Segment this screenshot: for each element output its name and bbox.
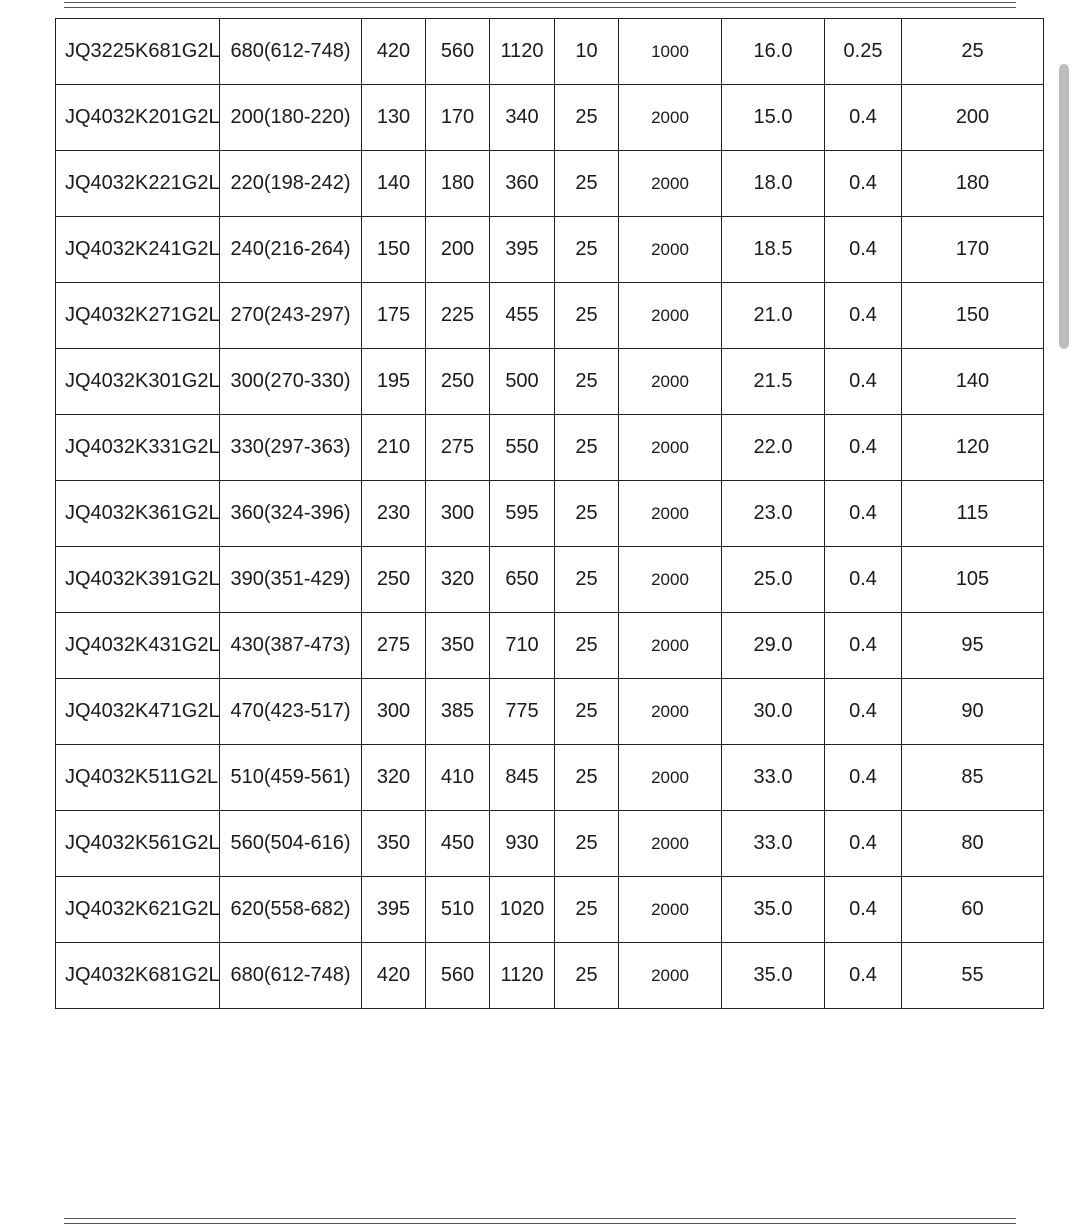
cell-col-7: 2000 [619, 811, 722, 877]
cell-col-6: 25 [555, 151, 619, 217]
cell-col-5: 340 [490, 85, 555, 151]
cell-col-4: 450 [426, 811, 490, 877]
cell-col-3: 210 [362, 415, 426, 481]
cell-model: JQ4032K361G2L [56, 481, 220, 547]
cell-col-4: 510 [426, 877, 490, 943]
cell-col-5: 1120 [490, 943, 555, 1009]
table-row [56, 151, 1044, 217]
cell-col-4: 560 [426, 943, 490, 1009]
cell-model: JQ4032K681G2L [56, 943, 220, 1009]
cell-col-10: 95 [902, 613, 1044, 679]
cell-col-4: 170 [426, 85, 490, 151]
cell-resistance: 360(324-396) [220, 481, 362, 547]
cell-col-10: 180 [902, 151, 1044, 217]
cell-col-4: 250 [426, 349, 490, 415]
cell-col-9: 0.25 [825, 19, 902, 85]
cell-col-5: 650 [490, 547, 555, 613]
cell-resistance: 470(423-517) [220, 679, 362, 745]
cell-col-4: 300 [426, 481, 490, 547]
table-row [56, 811, 1044, 877]
cell-col-3: 395 [362, 877, 426, 943]
cell-col-4: 410 [426, 745, 490, 811]
table-row [56, 547, 1044, 613]
cell-col-3: 195 [362, 349, 426, 415]
table-row [56, 85, 1044, 151]
cell-col-7: 2000 [619, 151, 722, 217]
cell-resistance: 220(198-242) [220, 151, 362, 217]
cell-col-8: 29.0 [722, 613, 825, 679]
cell-col-4: 350 [426, 613, 490, 679]
cell-col-10: 200 [902, 85, 1044, 151]
cell-col-9: 0.4 [825, 811, 902, 877]
table-row [56, 349, 1044, 415]
cell-model: JQ4032K331G2L [56, 415, 220, 481]
top-separator-rule [64, 2, 1016, 8]
cell-model: JQ4032K621G2L [56, 877, 220, 943]
cell-col-8: 33.0 [722, 811, 825, 877]
cell-col-10: 140 [902, 349, 1044, 415]
cell-col-9: 0.4 [825, 349, 902, 415]
table-row [56, 415, 1044, 481]
cell-col-6: 10 [555, 19, 619, 85]
table-row [56, 679, 1044, 745]
cell-model: JQ4032K271G2L [56, 283, 220, 349]
cell-col-3: 150 [362, 217, 426, 283]
cell-resistance: 620(558-682) [220, 877, 362, 943]
cell-col-9: 0.4 [825, 217, 902, 283]
cell-col-7: 2000 [619, 547, 722, 613]
cell-resistance: 680(612-748) [220, 943, 362, 1009]
cell-col-6: 25 [555, 481, 619, 547]
spec-table-body [56, 19, 1044, 1009]
cell-col-4: 320 [426, 547, 490, 613]
cell-model: JQ4032K301G2L [56, 349, 220, 415]
cell-col-10: 60 [902, 877, 1044, 943]
cell-resistance: 560(504-616) [220, 811, 362, 877]
cell-col-4: 180 [426, 151, 490, 217]
cell-col-9: 0.4 [825, 943, 902, 1009]
cell-col-10: 55 [902, 943, 1044, 1009]
cell-col-9: 0.4 [825, 85, 902, 151]
cell-col-6: 25 [555, 679, 619, 745]
cell-col-5: 395 [490, 217, 555, 283]
cell-col-8: 21.5 [722, 349, 825, 415]
cell-col-6: 25 [555, 745, 619, 811]
vertical-scrollbar[interactable] [1059, 64, 1069, 349]
table-row [56, 481, 1044, 547]
cell-col-3: 300 [362, 679, 426, 745]
cell-col-4: 225 [426, 283, 490, 349]
cell-col-9: 0.4 [825, 283, 902, 349]
cell-col-10: 115 [902, 481, 1044, 547]
cell-resistance: 430(387-473) [220, 613, 362, 679]
cell-col-8: 15.0 [722, 85, 825, 151]
cell-col-6: 25 [555, 811, 619, 877]
cell-col-3: 130 [362, 85, 426, 151]
cell-col-8: 21.0 [722, 283, 825, 349]
cell-col-4: 275 [426, 415, 490, 481]
cell-col-3: 230 [362, 481, 426, 547]
cell-col-5: 930 [490, 811, 555, 877]
cell-col-9: 0.4 [825, 679, 902, 745]
cell-col-8: 35.0 [722, 877, 825, 943]
cell-col-10: 85 [902, 745, 1044, 811]
cell-col-6: 25 [555, 415, 619, 481]
cell-model: JQ4032K471G2L [56, 679, 220, 745]
cell-col-9: 0.4 [825, 613, 902, 679]
cell-resistance: 390(351-429) [220, 547, 362, 613]
cell-col-6: 25 [555, 85, 619, 151]
cell-col-8: 25.0 [722, 547, 825, 613]
cell-col-6: 25 [555, 217, 619, 283]
cell-col-7: 2000 [619, 613, 722, 679]
cell-col-5: 710 [490, 613, 555, 679]
cell-col-5: 500 [490, 349, 555, 415]
table-row [56, 877, 1044, 943]
cell-col-5: 1020 [490, 877, 555, 943]
cell-col-4: 560 [426, 19, 490, 85]
cell-model: JQ4032K561G2L [56, 811, 220, 877]
cell-col-8: 35.0 [722, 943, 825, 1009]
cell-col-8: 18.5 [722, 217, 825, 283]
cell-col-3: 350 [362, 811, 426, 877]
table-row [56, 19, 1044, 85]
cell-col-4: 385 [426, 679, 490, 745]
cell-col-5: 595 [490, 481, 555, 547]
table-row [56, 217, 1044, 283]
cell-col-8: 16.0 [722, 19, 825, 85]
cell-col-7: 2000 [619, 217, 722, 283]
cell-model: JQ4032K511G2L [56, 745, 220, 811]
cell-resistance: 680(612-748) [220, 19, 362, 85]
cell-col-10: 90 [902, 679, 1044, 745]
cell-col-8: 23.0 [722, 481, 825, 547]
cell-col-3: 420 [362, 19, 426, 85]
cell-col-9: 0.4 [825, 877, 902, 943]
cell-col-9: 0.4 [825, 151, 902, 217]
cell-model: JQ4032K241G2L [56, 217, 220, 283]
cell-col-5: 775 [490, 679, 555, 745]
cell-col-4: 200 [426, 217, 490, 283]
cell-col-7: 2000 [619, 745, 722, 811]
cell-col-6: 25 [555, 943, 619, 1009]
cell-resistance: 200(180-220) [220, 85, 362, 151]
cell-model: JQ3225K681G2L [56, 19, 220, 85]
cell-col-3: 320 [362, 745, 426, 811]
cell-col-3: 250 [362, 547, 426, 613]
cell-col-8: 22.0 [722, 415, 825, 481]
table-row [56, 283, 1044, 349]
cell-col-6: 25 [555, 349, 619, 415]
cell-col-3: 175 [362, 283, 426, 349]
cell-model: JQ4032K201G2L [56, 85, 220, 151]
cell-col-5: 455 [490, 283, 555, 349]
cell-col-7: 2000 [619, 85, 722, 151]
cell-col-6: 25 [555, 613, 619, 679]
cell-col-9: 0.4 [825, 415, 902, 481]
cell-model: JQ4032K391G2L [56, 547, 220, 613]
cell-col-5: 845 [490, 745, 555, 811]
cell-col-10: 120 [902, 415, 1044, 481]
spec-table [55, 18, 1044, 1009]
cell-col-5: 360 [490, 151, 555, 217]
cell-model: JQ4032K221G2L [56, 151, 220, 217]
cell-col-3: 140 [362, 151, 426, 217]
cell-col-5: 1120 [490, 19, 555, 85]
bottom-separator-rule [64, 1218, 1016, 1224]
cell-col-6: 25 [555, 877, 619, 943]
cell-col-10: 105 [902, 547, 1044, 613]
cell-col-10: 170 [902, 217, 1044, 283]
cell-resistance: 270(243-297) [220, 283, 362, 349]
cell-col-7: 1000 [619, 19, 722, 85]
cell-col-7: 2000 [619, 679, 722, 745]
cell-col-7: 2000 [619, 283, 722, 349]
cell-resistance: 300(270-330) [220, 349, 362, 415]
cell-col-5: 550 [490, 415, 555, 481]
cell-col-3: 275 [362, 613, 426, 679]
cell-col-6: 25 [555, 547, 619, 613]
cell-model: JQ4032K431G2L [56, 613, 220, 679]
cell-col-10: 150 [902, 283, 1044, 349]
cell-resistance: 240(216-264) [220, 217, 362, 283]
cell-col-9: 0.4 [825, 481, 902, 547]
cell-col-8: 33.0 [722, 745, 825, 811]
table-row [56, 745, 1044, 811]
cell-col-6: 25 [555, 283, 619, 349]
cell-col-7: 2000 [619, 943, 722, 1009]
cell-resistance: 510(459-561) [220, 745, 362, 811]
cell-resistance: 330(297-363) [220, 415, 362, 481]
cell-col-10: 80 [902, 811, 1044, 877]
cell-col-8: 18.0 [722, 151, 825, 217]
table-row [56, 943, 1044, 1009]
cell-col-7: 2000 [619, 481, 722, 547]
cell-col-7: 2000 [619, 415, 722, 481]
cell-col-9: 0.4 [825, 745, 902, 811]
table-row [56, 613, 1044, 679]
cell-col-9: 0.4 [825, 547, 902, 613]
cell-col-3: 420 [362, 943, 426, 1009]
cell-col-7: 2000 [619, 349, 722, 415]
cell-col-10: 25 [902, 19, 1044, 85]
cell-col-8: 30.0 [722, 679, 825, 745]
cell-col-7: 2000 [619, 877, 722, 943]
